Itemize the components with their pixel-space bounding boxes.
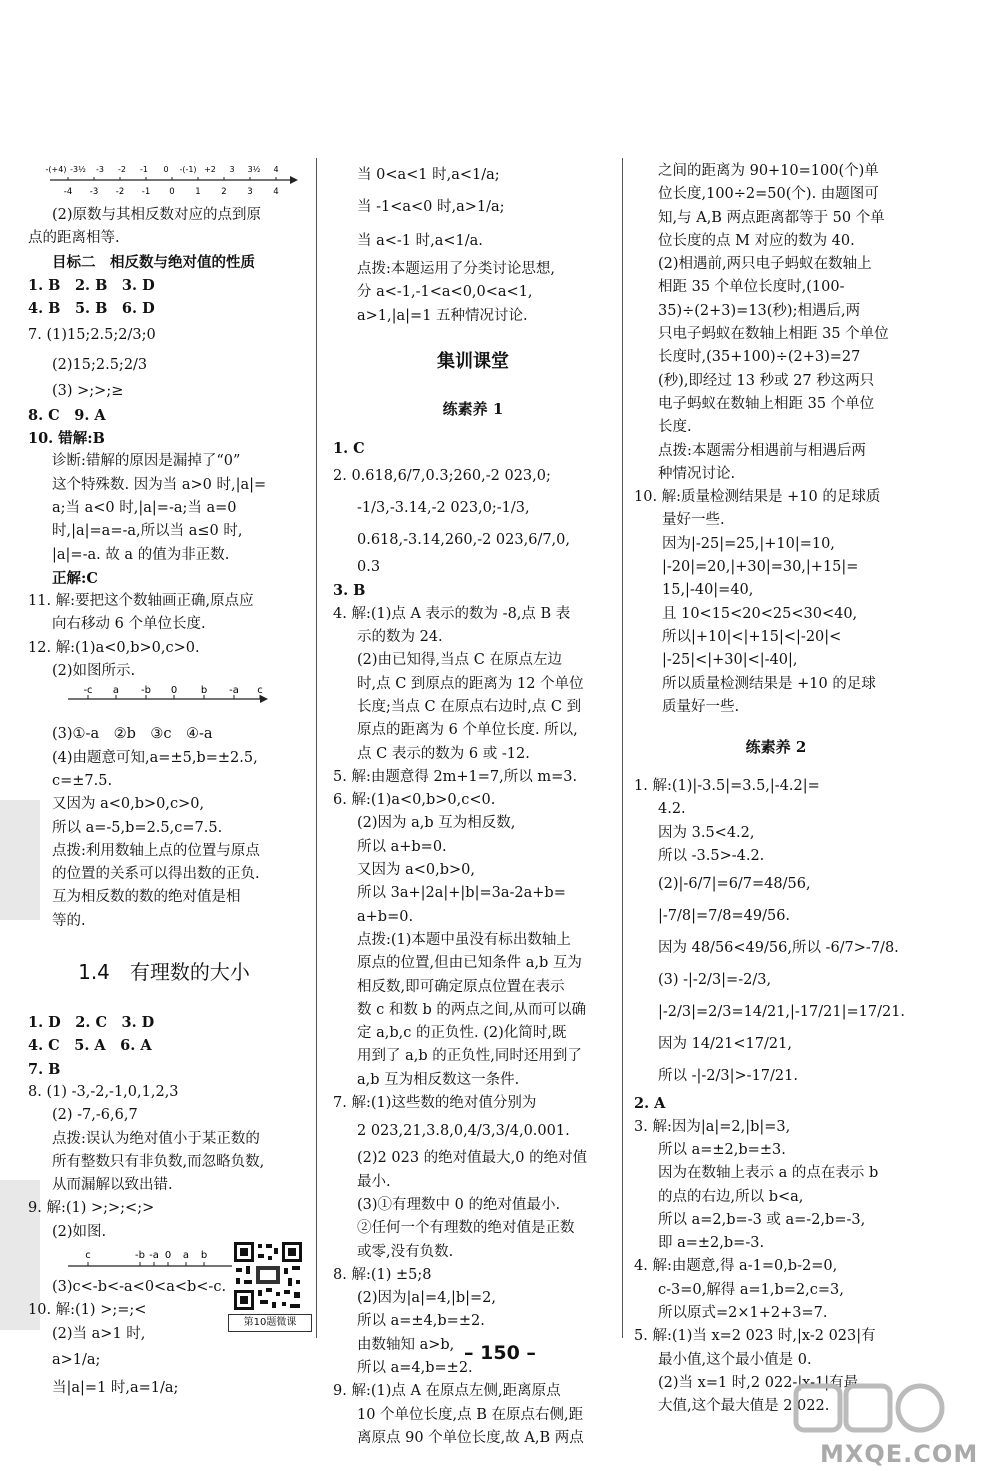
text-line: 点 C 表示的数为 6 或 -12.	[357, 745, 530, 762]
text-line: 4. 解:由题意,得 a-1=0,b-2=0,	[634, 1258, 838, 1275]
point-label: -c	[83, 685, 93, 697]
text-line: 点拨:误认为绝对值小于某正数的	[52, 1130, 260, 1147]
subsection-title: 练素养 2	[745, 738, 807, 757]
answer-line: 7. B	[28, 1060, 61, 1078]
text-line: 所以 3a+|2a|+|b|=3a-2a+b=	[357, 885, 566, 902]
text-line: 9. 解:(1)点 A 在原点左侧,距离原点	[333, 1383, 561, 1400]
text-line: 用到了 a,b 的正负性,同时还用到了	[357, 1048, 582, 1065]
text-line: 因为 14/21<17/21,	[658, 1036, 792, 1053]
text-line: 5. 解:(1)当 x=2 023 时,|x-2 023|有	[634, 1328, 876, 1345]
answer-line: 8. C 9. A	[28, 406, 106, 424]
point-label: -(+4)	[45, 165, 67, 174]
point-label: -2	[118, 165, 126, 174]
answer-line: -1/3,-3.14,-2 023,0;-1/3,	[357, 500, 530, 517]
text-line: 所以|+10|<|+15|<|-20|<	[662, 628, 842, 645]
point-label: 0	[163, 165, 169, 174]
text-line: 4. 解:(1)点 A 表示的数为 -8,点 B 表	[333, 605, 571, 622]
text-line: 点拨:利用数轴上点的位置与原点	[52, 842, 260, 859]
text-line: a>1/a;	[52, 1351, 101, 1368]
text-line: 原点的位置,但由已知条件 a,b 互为	[357, 955, 582, 972]
text-line: 且 10<15<20<25<30<40,	[662, 605, 858, 622]
watermark-text: MXQE.COM	[820, 1440, 979, 1468]
text-line: |-7/8|=7/8=49/56.	[658, 908, 791, 925]
text-line: (2)当 a>1 时,	[52, 1325, 146, 1342]
text-line: 位长度的点 M 对应的数为 40.	[658, 232, 855, 249]
text-line: 相距 35 个单位长度时,(100-	[658, 279, 845, 296]
text-line: (2)相遇前,两只电子蚂蚁在数轴上	[658, 256, 872, 273]
text-line: 定 a,b,c 的正负性. (2)化简时,既	[357, 1025, 567, 1042]
text-line: 4.2.	[658, 801, 686, 818]
text-line: 分 a<-1,-1<a<0,0<a<1,	[357, 284, 533, 301]
text-line: 等的.	[52, 912, 86, 929]
text-line: 7. 解:(1)这些数的绝对值分别为	[333, 1095, 537, 1112]
text-line: 所以 a=±4,b=±2.	[357, 1313, 485, 1330]
text-line: 11. 解:要把这个数轴画正确,原点应	[28, 593, 254, 610]
text-line: 所以 a=2,b=-3 或 a=-2,b=-3,	[658, 1211, 866, 1228]
tick-label: -3	[89, 187, 99, 197]
text-line: 只电子蚂蚁在数轴上相距 35 个单位	[658, 326, 889, 343]
section-heading: 目标二 相反数与绝对值的性质	[52, 253, 255, 271]
number-line-2	[28, 683, 300, 723]
text-line: 2 023,21,3.8,0,4/3,3/4,0.001.	[357, 1123, 570, 1140]
text-line: 因为|-25|=25,|+10|=10,	[662, 535, 835, 552]
text-line: 正解:C	[52, 569, 98, 587]
text-line: 质量好一些.	[662, 698, 740, 715]
point-label: -(-1)	[179, 165, 197, 174]
text-line: (秒),即经过 13 秒或 27 秒这两只	[658, 372, 875, 389]
text-line: 15,|-40|=40,	[662, 582, 754, 599]
text-line: 的点的右边,所以 b<a,	[658, 1188, 804, 1205]
text-line: 点拨:(1)本题中虽没有标出数轴上	[357, 931, 571, 948]
point-label: -1	[140, 165, 148, 174]
answer-line: 2. 0.618,6/7,0.3;260,-2 023,0;	[333, 468, 551, 485]
answer-line: 0.618,-3.14,260,-2 023,6/7,0,	[357, 532, 570, 549]
answer-line: 1. B 2. B 3. D	[28, 276, 155, 294]
point-label: -b	[141, 685, 151, 697]
answer-line: 10. 错解:B	[28, 430, 105, 448]
text-line: 原点的距离为 6 个单位长度. 所以,	[357, 722, 578, 739]
tick-label: 2	[221, 187, 227, 197]
text-line: 35)÷(2+3)=13(秒);相遇后,两	[658, 302, 861, 319]
qr-code-icon[interactable]	[232, 1240, 304, 1312]
point-label: +2	[204, 165, 216, 174]
text-line: 长度.	[658, 419, 692, 436]
text-line: 所以 -3.5>-4.2.	[658, 848, 765, 865]
answer-line: (2)15;2.5;2/3	[52, 357, 148, 374]
text-line: 所以 a+b=0.	[357, 838, 447, 855]
text-line: ②任何一个有理数的绝对值是正数	[357, 1220, 575, 1237]
text-line: 知,与 A,B 两点距离都等于 50 个单	[658, 209, 885, 226]
text-line: 大值,这个最大值是 2 022.	[658, 1398, 830, 1415]
text-line: 10. 解:(1) >;=;<	[28, 1302, 147, 1319]
text-line: 由数轴知 a>b,	[357, 1336, 455, 1353]
text-line: (2)因为|a|=4,|b|=2,	[357, 1290, 496, 1307]
text-line: a+b=0.	[357, 908, 414, 925]
number-line-svg	[28, 683, 300, 723]
text-line: a>1,|a|=1 五种情况讨论.	[357, 307, 528, 324]
text-line: |-25|<|+30|<|-40|,	[662, 652, 798, 669]
text-line: 因为在数轴上表示 a 的点在表示 b	[658, 1165, 879, 1182]
text-line: c=±7.5.	[52, 772, 113, 789]
text-line: 点拨:本题需分相遇前与相遇后两	[658, 442, 866, 459]
qr-caption: 第10题微课	[228, 1314, 312, 1332]
answer-line: 0.3	[357, 559, 381, 576]
tick-label: 4	[273, 187, 279, 197]
text-line: 所以 a=-5,b=2.5,c=7.5.	[52, 819, 223, 836]
text-line: (2)原数与其相反数对应的点到原	[52, 207, 262, 223]
text-line: 时,|a|=a=-a,所以当 a≤0 时,	[52, 523, 243, 540]
answer-line: 4. C 5. A 6. A	[28, 1037, 152, 1055]
text-line: 种情况讨论.	[658, 465, 736, 482]
text-line: 最小值,这个最小值是 0.	[658, 1351, 812, 1368]
text-line: a,b 互为相反数这一条件.	[357, 1071, 520, 1088]
text-line: (3)①有理数中 0 的绝对值最小.	[357, 1196, 561, 1213]
point-label: 3½	[247, 165, 261, 174]
text-line: 因为 3.5<4.2,	[658, 824, 755, 841]
point-label: b	[200, 1249, 208, 1261]
point-label: -a	[149, 1249, 159, 1261]
text-line: 所以 -|-2/3|>-17/21.	[658, 1068, 798, 1085]
point-label: -a	[229, 685, 239, 697]
tick-label: 3	[247, 187, 253, 197]
text-line: 1. 解:(1)|-3.5|=3.5,|-4.2|=	[634, 778, 820, 795]
text-line: 相反数,即可确定原点位置在表示	[357, 978, 565, 995]
text-line: 或零,没有负数.	[357, 1243, 454, 1260]
answer-line: 2. A	[634, 1095, 666, 1113]
column-left	[28, 160, 300, 1402]
text-line: 因为 48/56<49/56,所以 -6/7>-7/8.	[658, 940, 899, 957]
page-number: – 150 –	[464, 1342, 536, 1364]
text-line: 又因为 a<0,b>0,c>0,	[52, 796, 205, 813]
text-line: 量好一些.	[662, 512, 725, 529]
number-line-1	[28, 160, 300, 204]
text-line: 当 -1<a<0 时,a>1/a;	[357, 199, 505, 215]
column-middle	[333, 160, 613, 1450]
text-line: 3. 解:因为|a|=2,|b|=3,	[634, 1118, 791, 1135]
point-label: 3	[229, 165, 235, 174]
text-line: 诊断:错解的原因是漏掉了“0”	[52, 453, 241, 470]
text-line: 电子蚂蚁在数轴上相距 35 个单位	[658, 395, 875, 412]
text-line: 点的距离相等.	[28, 230, 120, 247]
text-line: 所以 a=4,b=±2.	[357, 1359, 473, 1376]
text-line: 互为相反数的数的绝对值是相	[52, 889, 241, 906]
answer-line: 1. D 2. C 3. D	[28, 1014, 155, 1032]
point-label: 0	[170, 685, 178, 697]
text-line: 点拨:本题运用了分类讨论思想,	[357, 261, 555, 277]
text-line: (2)如图所示.	[52, 663, 136, 680]
tick-label: -1	[141, 187, 151, 197]
text-line: 所有整数只有非负数,而忽略负数,	[52, 1153, 265, 1170]
point-label: 4	[273, 165, 279, 174]
text-line: 6. 解:(1)a<0,b>0,c<0.	[333, 792, 496, 809]
answer-line: (2) -7,-6,6,7	[52, 1107, 138, 1124]
column-right	[634, 160, 918, 1418]
text-line: 这个特殊数. 因为当 a>0 时,|a|=	[52, 476, 267, 493]
text-line: 8. 解:(1) ±5;8	[333, 1266, 432, 1283]
text-line: (2)当 x=1 时,2 022-|x-1|有最	[658, 1374, 859, 1391]
section-title: 集训课堂	[437, 350, 509, 372]
text-line: 又因为 a<0,b>0,	[357, 862, 476, 879]
text-line: 5. 解:由题意得 2m+1=7,所以 m=3.	[333, 768, 578, 785]
point-label: a	[182, 1249, 190, 1261]
point-label: c	[85, 1249, 91, 1261]
text-line: 最小.	[357, 1173, 391, 1190]
text-line: a;当 a<0 时,|a|=-a;当 a=0	[52, 499, 237, 516]
text-line: 10 个单位长度,点 B 在原点右侧,距	[357, 1406, 584, 1423]
text-line: 示的数为 24.	[357, 629, 443, 646]
text-line: 所以质量检测结果是 +10 的足球	[662, 675, 876, 692]
text-line: (3)①-a ②b ③c ④-a	[52, 726, 213, 743]
text-line: (4)由题意可知,a=±5,b=±2.5,	[52, 749, 258, 766]
subsection-title: 练素养 1	[442, 399, 504, 418]
answer-line: 1. C	[333, 439, 365, 457]
answer-line: 3. B	[333, 582, 366, 600]
point-label: b	[200, 685, 208, 697]
text-line: 即 a=±2,b=-3.	[658, 1235, 765, 1252]
tick-label: 0	[169, 187, 175, 197]
answer-line: 4. B 5. B 6. D	[28, 300, 155, 318]
qr-code-graphic	[232, 1240, 304, 1312]
text-line: 之间的距离为 90+10=100(个)单	[658, 163, 879, 179]
text-line: (2)2 023 的绝对值最大,0 的绝对值	[357, 1150, 588, 1167]
text-line: 时,点 C 到原点的距离为 12 个单位	[357, 675, 584, 692]
text-line: 向右移动 6 个单位长度.	[52, 616, 206, 633]
text-line: 9. 解:(1) >;>;<;>	[28, 1200, 155, 1217]
text-line: (2)由已知得,当点 C 在原点左边	[357, 652, 562, 669]
point-label: -3½	[70, 165, 86, 174]
tick-label: -4	[63, 187, 73, 197]
column-divider	[622, 158, 623, 1338]
text-line: 长度时,(35+100)÷(2+3)=27	[658, 349, 861, 366]
point-label: -3	[96, 165, 104, 174]
text-line: 当 a<-1 时,a<1/a.	[357, 233, 483, 249]
text-line: 所以 a=±2,b=±3.	[658, 1141, 786, 1158]
answer-line: 7. (1)15;2.5;2/3;0	[28, 327, 156, 344]
answer-line: 8. (1) -3,-2,-1,0,1,2,3	[28, 1083, 179, 1100]
tick-label: -2	[115, 187, 125, 197]
point-label: c	[257, 685, 263, 697]
text-line: 位长度,100÷2=50(个). 由题图可	[658, 186, 879, 203]
column-divider	[316, 158, 317, 1338]
text-line: 所以原式=2×1+2+3=7.	[658, 1304, 828, 1321]
section-title: 1.4 有理数的大小	[78, 960, 250, 985]
text-line: (3)c<-b<-a<0<a<b<-c.	[52, 1278, 227, 1295]
text-line: (2)如图.	[52, 1223, 107, 1240]
answer-line: (3) >;>;≥	[52, 383, 124, 400]
point-label: -b	[135, 1249, 145, 1261]
text-line: |-2/3|=2/3=14/21,|-17/21|=17/21.	[658, 1004, 906, 1021]
text-line: |-20|=20,|+30|=30,|+15|=	[662, 559, 859, 576]
text-line: 的位置的关系可以得出数的正负.	[52, 866, 260, 883]
text-line: 从而漏解以致出错.	[52, 1177, 173, 1194]
text-line: 12. 解:(1)a<0,b>0,c>0.	[28, 639, 200, 656]
text-line: (2)|-6/7|=6/7=48/56,	[658, 876, 811, 893]
text-line: c-3=0,解得 a=1,b=2,c=3,	[658, 1281, 844, 1298]
text-line: 10. 解:质量检测结果是 +10 的足球质	[634, 489, 881, 506]
number-line-svg	[28, 160, 300, 204]
tick-label: 1	[195, 187, 201, 197]
text-line: (2)因为 a,b 互为相反数,	[357, 815, 516, 832]
text-line: (3) -|-2/3|=-2/3,	[658, 972, 772, 989]
point-label: 0	[164, 1249, 172, 1261]
text-line: 离原点 90 个单位长度,故 A,B 两点	[357, 1429, 584, 1446]
text-line: |a|=-a. 故 a 的值为非正数.	[52, 546, 230, 563]
text-line: 当|a|=1 时,a=1/a;	[52, 1379, 179, 1396]
text-line: 当 0<a<1 时,a<1/a;	[357, 167, 500, 183]
point-label: a	[112, 685, 120, 697]
text-line: 长度;当点 C 在原点右边时,点 C 到	[357, 698, 582, 715]
text-line: 数 c 和数 b 的两点之间,从而可以确	[357, 1001, 586, 1018]
